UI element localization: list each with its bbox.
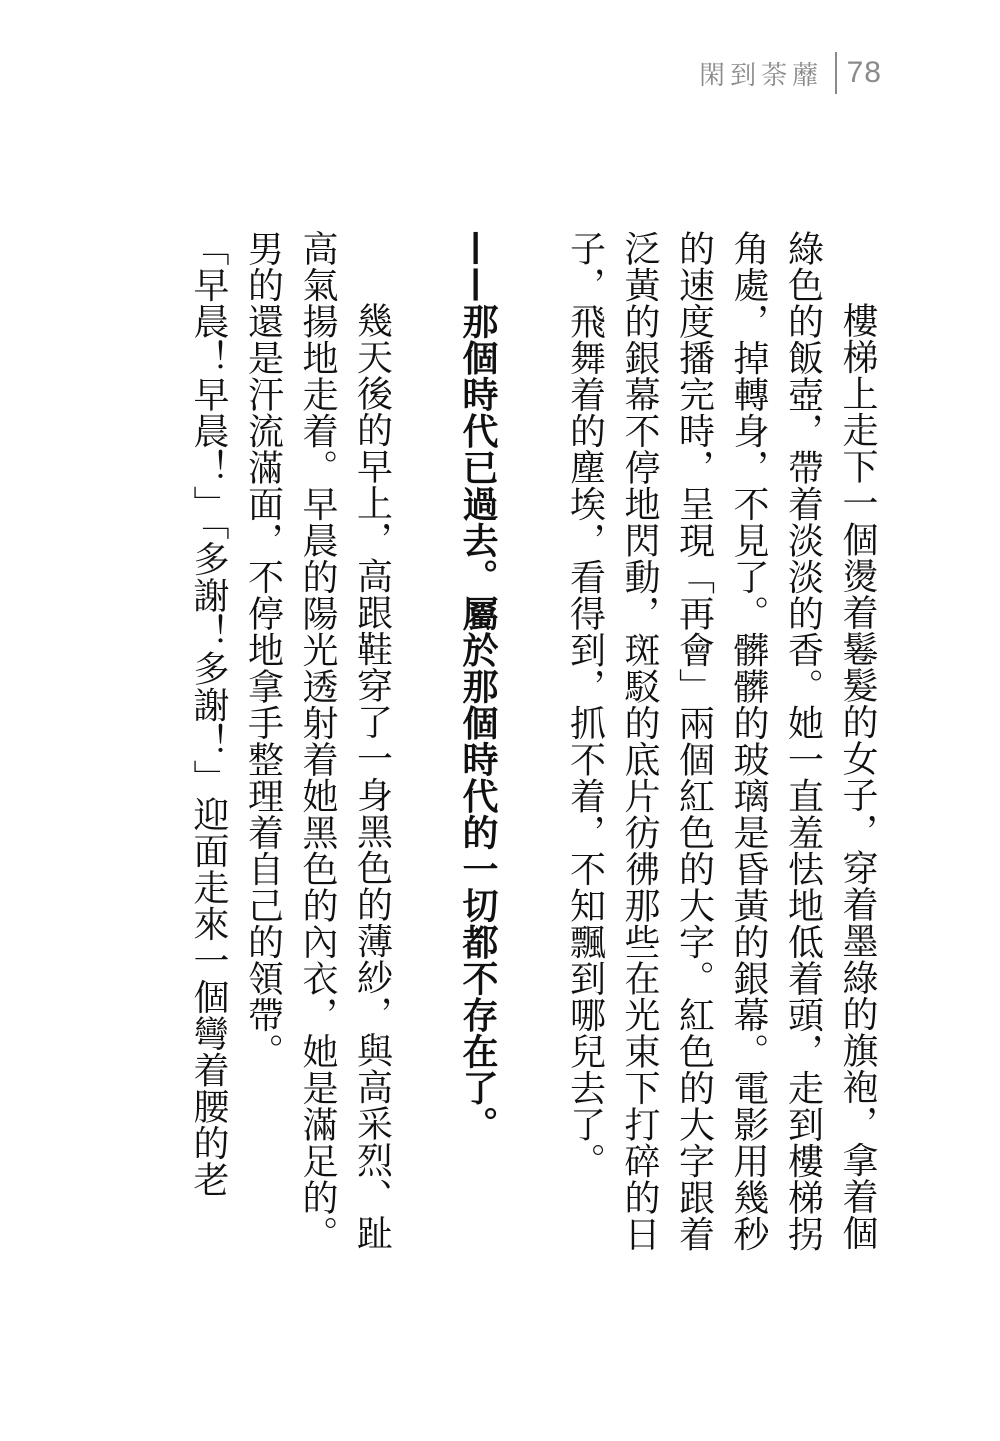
paragraph-2-dash-line: ——那個時代已過去。屬於那個時代的一切都不存在了。 bbox=[457, 230, 499, 1143]
page-number: 78 bbox=[846, 56, 882, 89]
book-title: 閑到荼蘼 bbox=[699, 60, 824, 91]
header-divider bbox=[835, 52, 837, 94]
paragraph-4: 「早晨！早晨！」「多謝！多謝！」迎面走來一個彎着腰的老 bbox=[188, 230, 229, 1198]
running-header bbox=[699, 52, 882, 94]
paragraph-1: 樓梯上走下一個燙着鬈髮的女子，穿着墨綠的旗袍，拿着個綠色的飯壺，帶着淡淡的香。她一直羞怯地低着頭，走到樓梯拐角處，掉轉身，不見了。髒髒的玻璃是昏黃的銀幕。電影用幾秒的速度播完時，呈現「再會」兩個紅色的大字。紅色的大字跟着泛黃的銀幕不停地閃動，斑駁的底片彷彿那些在光束下打碎的日子，飛舞着的塵埃，看得到，抓不着，不知飄到哪兒去了。 bbox=[564, 230, 878, 1252]
paragraph-3: 幾天後的早上，高跟鞋穿了一身黑色的薄紗，與高采烈、趾高氣揚地走着。早晨的陽光透射着她黑色的內衣，她是滿足的。男的還是汗流滿面，不停地拿手整理着自己的領帶。 bbox=[242, 230, 393, 1252]
vertical-body-text bbox=[181, 230, 885, 1270]
